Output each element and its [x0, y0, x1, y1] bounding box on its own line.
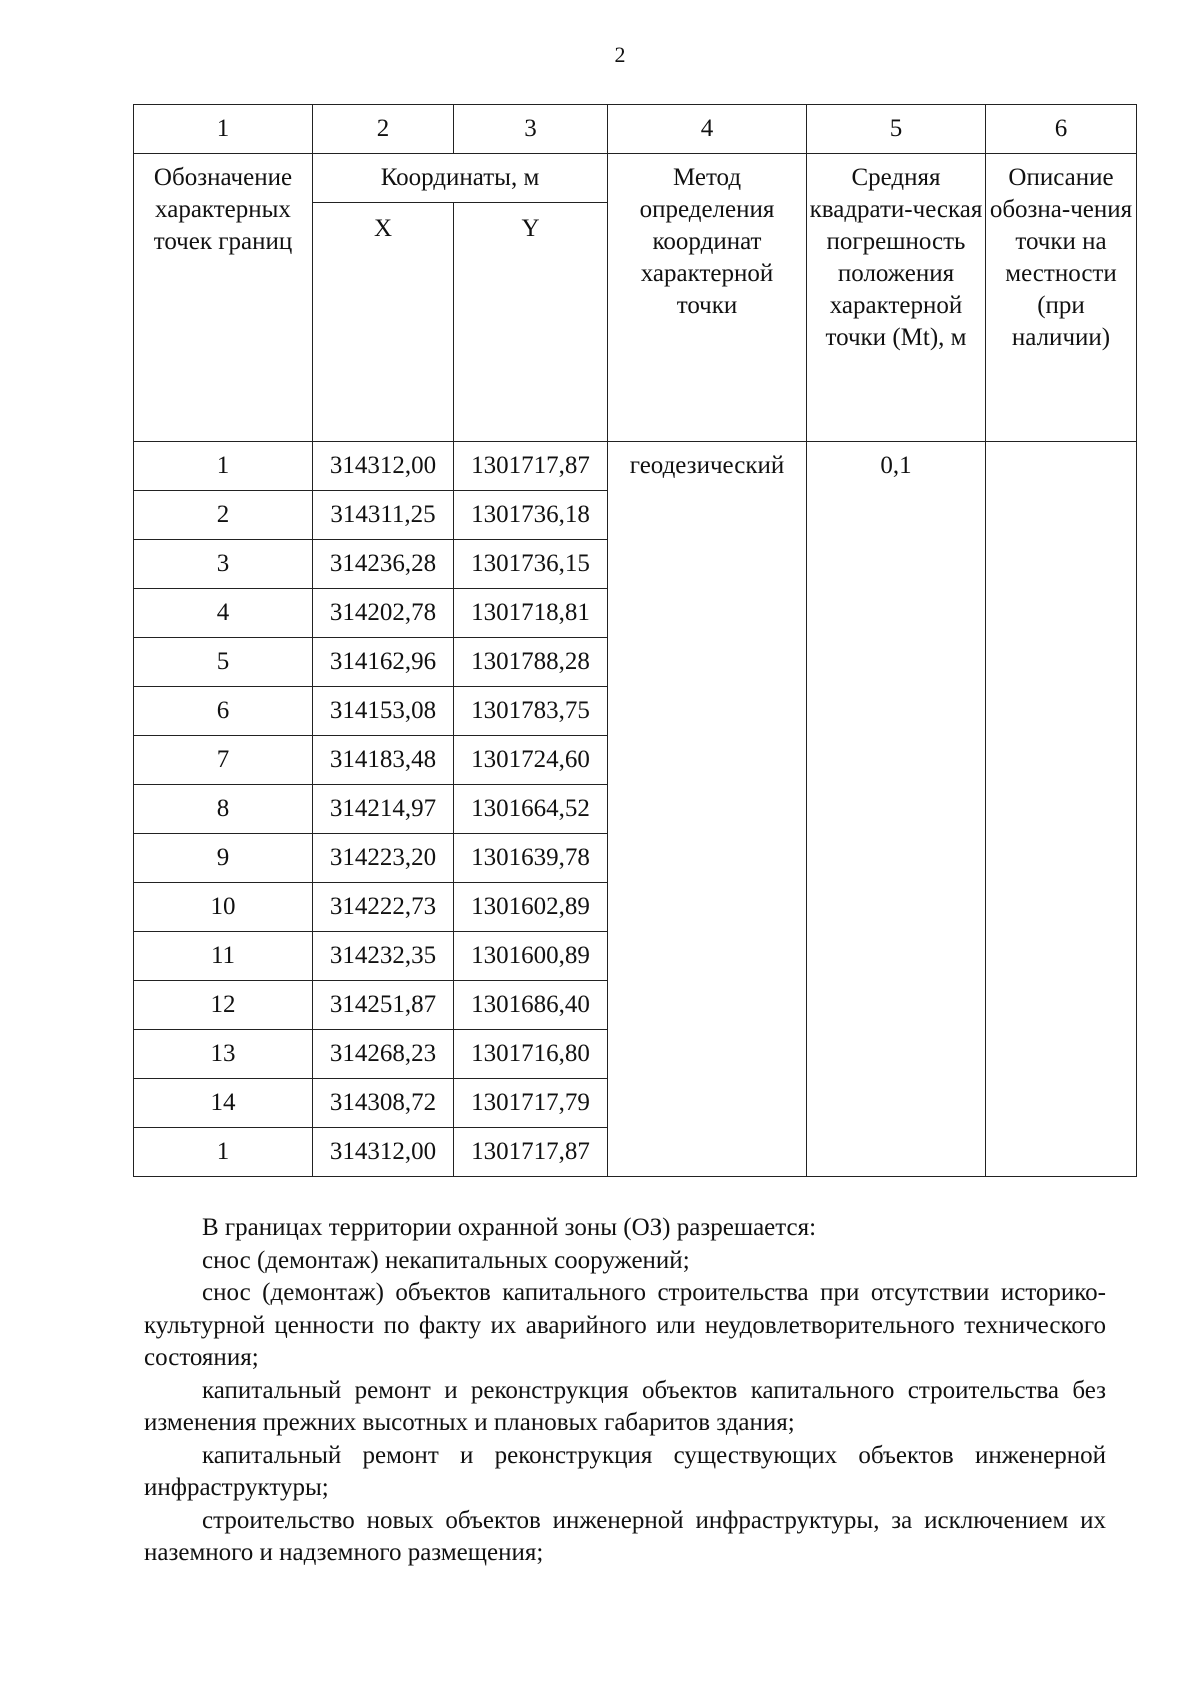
point-number-cell: 10	[134, 883, 313, 932]
paragraph: В границах территории охранной зоны (ОЗ) разрешается:	[202, 1214, 817, 1241]
column-number: 5	[807, 105, 986, 154]
column-number: 6	[986, 105, 1137, 154]
paragraph: капитальный ремонт и реконструкция существующих объектов инженерной инфраструктуры;	[144, 1441, 1106, 1501]
y-coordinate-cell: 1301600,89	[454, 932, 608, 981]
x-coordinate-cell: 314236,28	[313, 540, 454, 589]
x-coordinate-cell: 314222,73	[313, 883, 454, 932]
column-number: 3	[454, 105, 608, 154]
y-coordinate-cell: 1301736,18	[454, 491, 608, 540]
x-coordinate-cell: 314214,97	[313, 785, 454, 834]
header-error: Средняя квадрати-ческая погрешность положения характерной точки (Mt), м	[807, 154, 986, 442]
header-coordinates: Координаты, м	[313, 154, 608, 203]
y-coordinate-cell: 1301736,15	[454, 540, 608, 589]
point-number-cell: 8	[134, 785, 313, 834]
description-cell	[986, 442, 1137, 1177]
y-coordinate-cell: 1301717,87	[454, 1128, 608, 1177]
point-number-cell: 3	[134, 540, 313, 589]
y-coordinate-cell: 1301639,78	[454, 834, 608, 883]
point-number-cell: 1	[134, 1128, 313, 1177]
point-number-cell: 7	[134, 736, 313, 785]
header-y: Y	[454, 203, 608, 442]
y-coordinate-cell: 1301724,60	[454, 736, 608, 785]
point-number-cell: 13	[134, 1030, 313, 1079]
header-row	[134, 154, 1137, 203]
error-cell: 0,1	[807, 442, 986, 1177]
y-coordinate-cell: 1301783,75	[454, 687, 608, 736]
y-coordinate-cell: 1301664,52	[454, 785, 608, 834]
x-coordinate-cell: 314251,87	[313, 981, 454, 1030]
x-coordinate-cell: 314312,00	[313, 1128, 454, 1177]
x-coordinate-cell: 314232,35	[313, 932, 454, 981]
y-coordinate-cell: 1301788,28	[454, 638, 608, 687]
x-coordinate-cell: 314308,72	[313, 1079, 454, 1128]
body-text	[144, 1212, 1106, 1570]
header-method: Метод определения координат характерной точки	[608, 154, 807, 442]
method-cell: геодезический	[608, 442, 807, 1177]
x-coordinate-cell: 314183,48	[313, 736, 454, 785]
point-number-cell: 14	[134, 1079, 313, 1128]
y-coordinate-cell: 1301602,89	[454, 883, 608, 932]
coordinates-table	[133, 104, 1137, 1177]
x-coordinate-cell: 314311,25	[313, 491, 454, 540]
header-x: X	[313, 203, 454, 442]
y-coordinate-cell: 1301717,87	[454, 442, 608, 491]
column-number-row	[134, 105, 1137, 154]
paragraph: снос (демонтаж) объектов капитального строительства при отсутствии историко-культурной ценности по факту их аварийного или неудовлетворительного технического состояния;	[144, 1279, 1106, 1371]
x-coordinate-cell: 314268,23	[313, 1030, 454, 1079]
paragraph: снос (демонтаж) некапитальных сооружений;	[202, 1246, 690, 1274]
y-coordinate-cell: 1301717,79	[454, 1079, 608, 1128]
point-number-cell: 2	[134, 491, 313, 540]
x-coordinate-cell: 314223,20	[313, 834, 454, 883]
x-coordinate-cell: 314162,96	[313, 638, 454, 687]
table-row	[134, 442, 1137, 491]
column-number: 1	[134, 105, 313, 154]
y-coordinate-cell: 1301716,80	[454, 1030, 608, 1079]
paragraph: строительство новых объектов инженерной инфраструктуры, за исключением их наземного и надземного размещения;	[144, 1506, 1106, 1566]
point-number-cell: 4	[134, 589, 313, 638]
column-number: 4	[608, 105, 807, 154]
header-description: Описание обозна-чения точки на местности (при наличии)	[986, 154, 1137, 442]
x-coordinate-cell: 314312,00	[313, 442, 454, 491]
page-number: 2	[614, 42, 626, 67]
y-coordinate-cell: 1301718,81	[454, 589, 608, 638]
y-coordinate-cell: 1301686,40	[454, 981, 608, 1030]
point-number-cell: 12	[134, 981, 313, 1030]
point-number-cell: 1	[134, 442, 313, 491]
paragraph: капитальный ремонт и реконструкция объектов капитального строительства без изменения прежних высотных и плановых габаритов здания;	[144, 1376, 1106, 1436]
column-number: 2	[313, 105, 454, 154]
point-number-cell: 11	[134, 932, 313, 981]
point-number-cell: 9	[134, 834, 313, 883]
x-coordinate-cell: 314202,78	[313, 589, 454, 638]
header-point-designation: Обозначение характерных точек границ	[134, 154, 313, 442]
point-number-cell: 5	[134, 638, 313, 687]
point-number-cell: 6	[134, 687, 313, 736]
x-coordinate-cell: 314153,08	[313, 687, 454, 736]
